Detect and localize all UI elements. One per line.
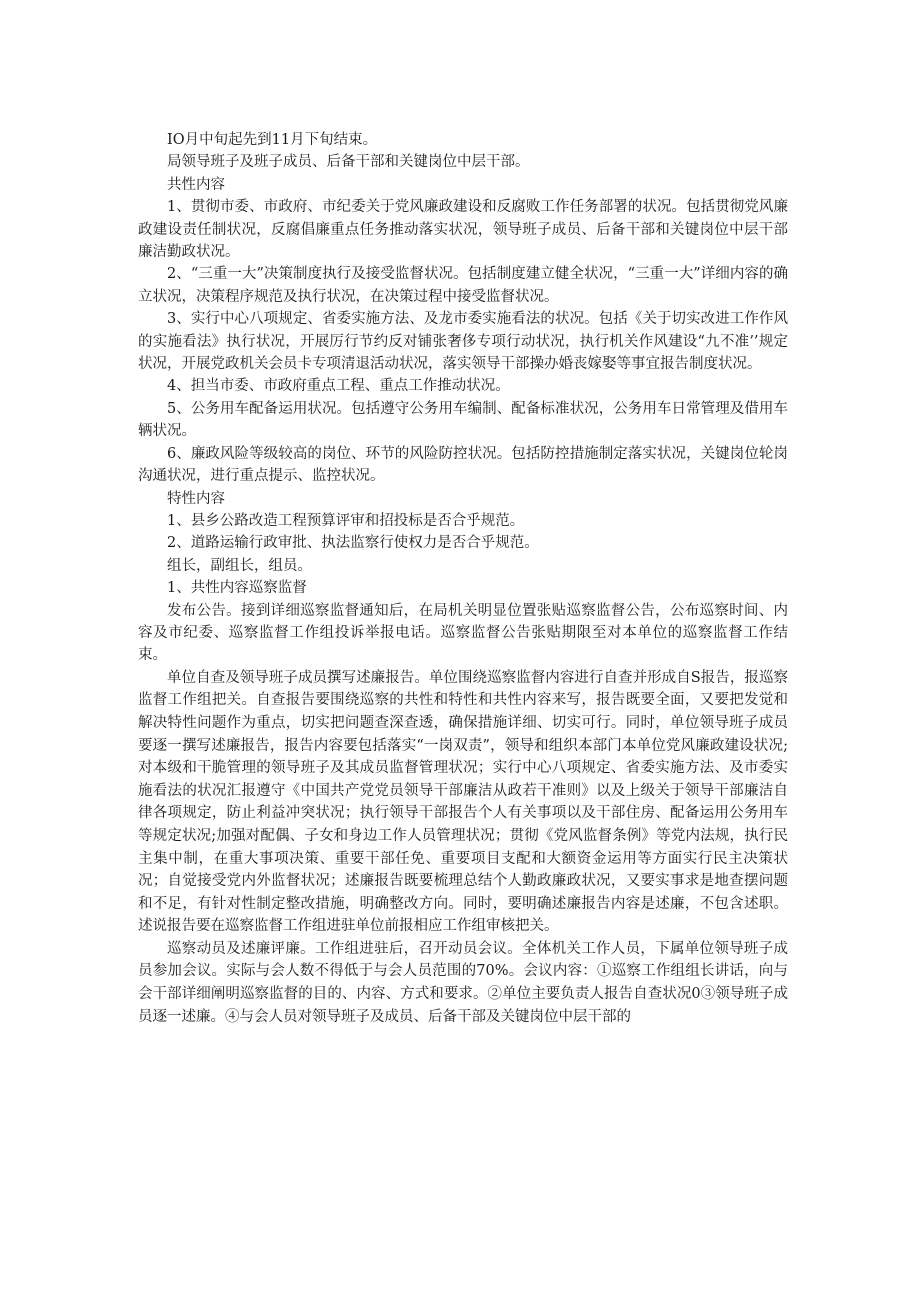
paragraph-self-check: 单位自查及领导班子成员撰写述廉报告。单位围绕巡察监督内容进行自查并形成自S报告，报巡察监督工作组把关。自查报告要围绕巡察的共性和特性和共性内容来写，报告既要全面，又要把发觉和解决特性问题作为重点，切实把问题查深查透，确保措施详细、切实可行。同时，单位领导班子成员要逐一撰写述廉报告，报告内容要包括落实“一岗双责”，领导和组织本部门本单位党风廉政建设状况;对本级和干脆管理的领导班子及其成员监督管理状况；实行中心八项规定、省委实施方法、及市委实施看法的状况汇报遵守《中国共产党党员领导干部廉洁从政若干准则》以及上级关于领导干部廉洁自律各项规定，防止利益冲突状况；执行领导干部报告个人有关事项以及干部住房、配备运用公务用车等规定状况;加强对配偶、子女和身边工作人员管理状况；贯彻《党风监督条例》等党内法规，执行民主集中制，在重大事项决策、重要干部任免、重要项目支配和大额资金运用等方面实行民主决策状况；自觉接受党内外监督状况；述廉报告既要梳理总结个人勤政廉政状况，又要实事求是地查摆问题和不足，有针对性制定整改措施，明确整改方向。同时，要明确述廉报告内容是述廉，不包含述职。述说报告要在巡察监督工作组进驻单位前报相应工作组审核把关。 [138, 669, 788, 935]
heading-common-content: 共性内容 [167, 176, 225, 193]
document-page [138, 129, 788, 1028]
paragraph-team: 组长，副组长，组员。 [167, 557, 312, 574]
heading-special-content: 特性内容 [167, 490, 225, 507]
paragraph-item-6: 6、廉政风险等级较高的岗位、环节的风险防控状况。包括防控措施制定落实状况，关键岗位轮岗沟通状况，进行重点提示、监控状况。 [138, 445, 788, 485]
paragraph-item-5: 5、公务用车配备运用状况。包括遵守公务用车编制、配备标准状况，公务用车日常管理及借用车辆状况。 [138, 400, 788, 440]
heading-common-inspection: 1、共性内容巡察监督 [167, 580, 307, 597]
paragraph-item-4: 4、担当市委、市政府重点工程、重点工作推动状况。 [167, 378, 510, 395]
paragraph-announcement: 发布公告。接到详细巡察监督通知后，在局机关明显位置张贴巡察监督公告，公布巡察时间、内容及市纪委、巡察监督工作组投诉举报电话。巡察监督公告张贴期限至对本单位的巡察监督工作结束。 [138, 602, 788, 664]
paragraph-schedule: IO月中旬起先到11月下旬结束。 [167, 132, 378, 148]
paragraph-item-3: 3、实行中心八项规定、省委实施方法、及龙市委实施看法的状况。包括《关于切实改进工作作风的实施看法》执行状况，开展厉行节约反对铺张奢侈专项行动状况，执行机关作风建设“九不准’’规定状况，开展党政机关会员卡专项清退活动状况，落实领导干部操办婚丧嫁娶等事宜报告制度状况。 [138, 311, 788, 373]
paragraph-item-2: 2、“三重一大”决策制度执行及接受监督状况。包括制度建立健全状况，“三重一大”详细内容的确立状况，决策程序规范及执行状况，在决策过程中接受监督状况。 [138, 266, 788, 305]
paragraph-mobilization: 巡察动员及述廉评廉。工作组进驻后，召开动员会议。全体机关工作人员，下属单位领导班子成员参加会议。实际与会人数不得低于与会人员范围的70%。会议内容：①巡察工作组组长讲话，向与会干部详细阐明巡察监督的目的、内容、方式和要求。②单位主要负责人报告自查状况0③领导班子成员逐一述廉。④与会人员对领导班子及成员、后备干部及关键岗位中层干部的 [138, 940, 788, 1025]
paragraph-targets: 局领导班子及班子成员、后备干部和关键岗位中层干部。 [167, 154, 530, 171]
paragraph-special-1: 1、县乡公路改造工程预算评审和招投标是否合乎规范。 [167, 512, 525, 529]
paragraph-item-1: 1、贯彻市委、市政府、市纪委关于党风廉政建设和反腐败工作任务部署的状况。包括贯彻党风廉政建设责任制状况，反腐倡廉重点任务推动落实状况，领导班子成员、后备干部和关键岗位中层干部廉洁勤政状况。 [138, 199, 788, 261]
paragraph-special-2: 2、道路运输行政审批、执法监察行使权力是否合乎规范。 [167, 535, 539, 552]
